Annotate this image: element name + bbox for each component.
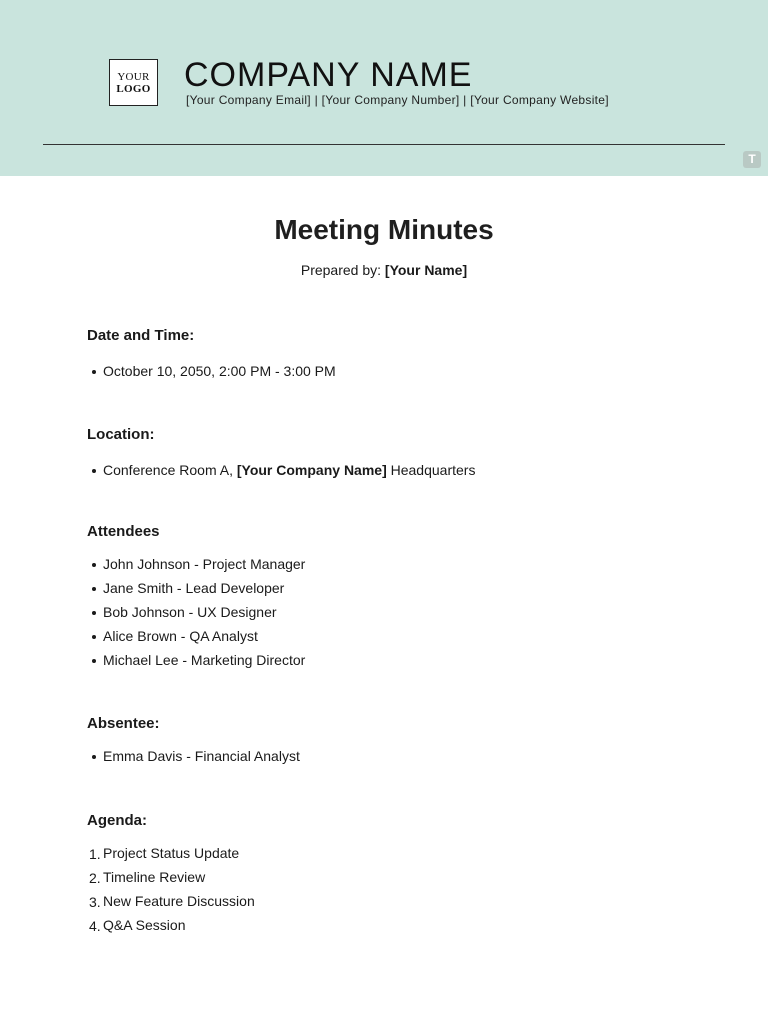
section-heading: Agenda:: [87, 812, 147, 829]
agenda-number: 4.: [89, 918, 101, 934]
agenda-number: 1.: [89, 846, 101, 862]
company-contact-info: [Your Company Email] | [Your Company Number] | [Your Company Website]: [186, 93, 609, 107]
list-item: Bob Johnson - UX Designer: [87, 600, 687, 624]
section-absentee: [87, 714, 687, 768]
header-divider: [43, 144, 725, 145]
document-title: Meeting Minutes: [274, 214, 494, 245]
section-date-time: [87, 326, 687, 383]
section-location: [87, 425, 687, 482]
section-heading: Location:: [87, 426, 155, 443]
agenda-number: 3.: [89, 894, 101, 910]
template-badge-icon[interactable]: T: [743, 151, 761, 168]
list-item: [87, 865, 687, 889]
agenda-text: Project Status Update: [103, 845, 240, 861]
location-list: [87, 458, 687, 482]
agenda-number: 2.: [89, 870, 101, 886]
company-logo: [109, 59, 158, 106]
section-attendees: [87, 522, 687, 672]
company-name: COMPANY NAME: [184, 56, 473, 94]
prepared-by: [0, 261, 768, 279]
list-item: [87, 841, 687, 865]
list-item: Emma Davis - Financial Analyst: [87, 744, 687, 768]
list-item: John Johnson - Project Manager: [87, 552, 687, 576]
list-item: October 10, 2050, 2:00 PM - 3:00 PM: [87, 359, 687, 383]
section-heading: Absentee:: [87, 715, 160, 732]
section-agenda: [87, 811, 687, 937]
list-item: Michael Lee - Marketing Director: [87, 648, 687, 672]
agenda-text: Q&A Session: [103, 917, 186, 933]
list-item: Alice Brown - QA Analyst: [87, 624, 687, 648]
location-suffix: Headquarters: [390, 462, 476, 478]
location-prefix: Conference Room A,: [103, 462, 233, 478]
agenda-text: Timeline Review: [103, 869, 206, 885]
section-heading: Attendees: [87, 523, 160, 540]
list-item: [87, 458, 687, 482]
prepared-by-name: [Your Name]: [384, 262, 468, 278]
attendees-list: [87, 552, 687, 672]
agenda-list: [87, 841, 687, 937]
prepared-by-label: Prepared by:: [300, 262, 382, 278]
logo-line-2: LOGO: [116, 82, 151, 95]
location-company-name: [Your Company Name]: [236, 462, 387, 478]
section-heading: Date and Time:: [87, 327, 195, 344]
logo-line-1: YOUR: [117, 70, 150, 83]
date-time-list: [87, 359, 687, 383]
list-item: Jane Smith - Lead Developer: [87, 576, 687, 600]
absentee-list: [87, 744, 687, 768]
agenda-text: New Feature Discussion: [103, 893, 255, 909]
list-item: [87, 889, 687, 913]
list-item: [87, 913, 687, 937]
